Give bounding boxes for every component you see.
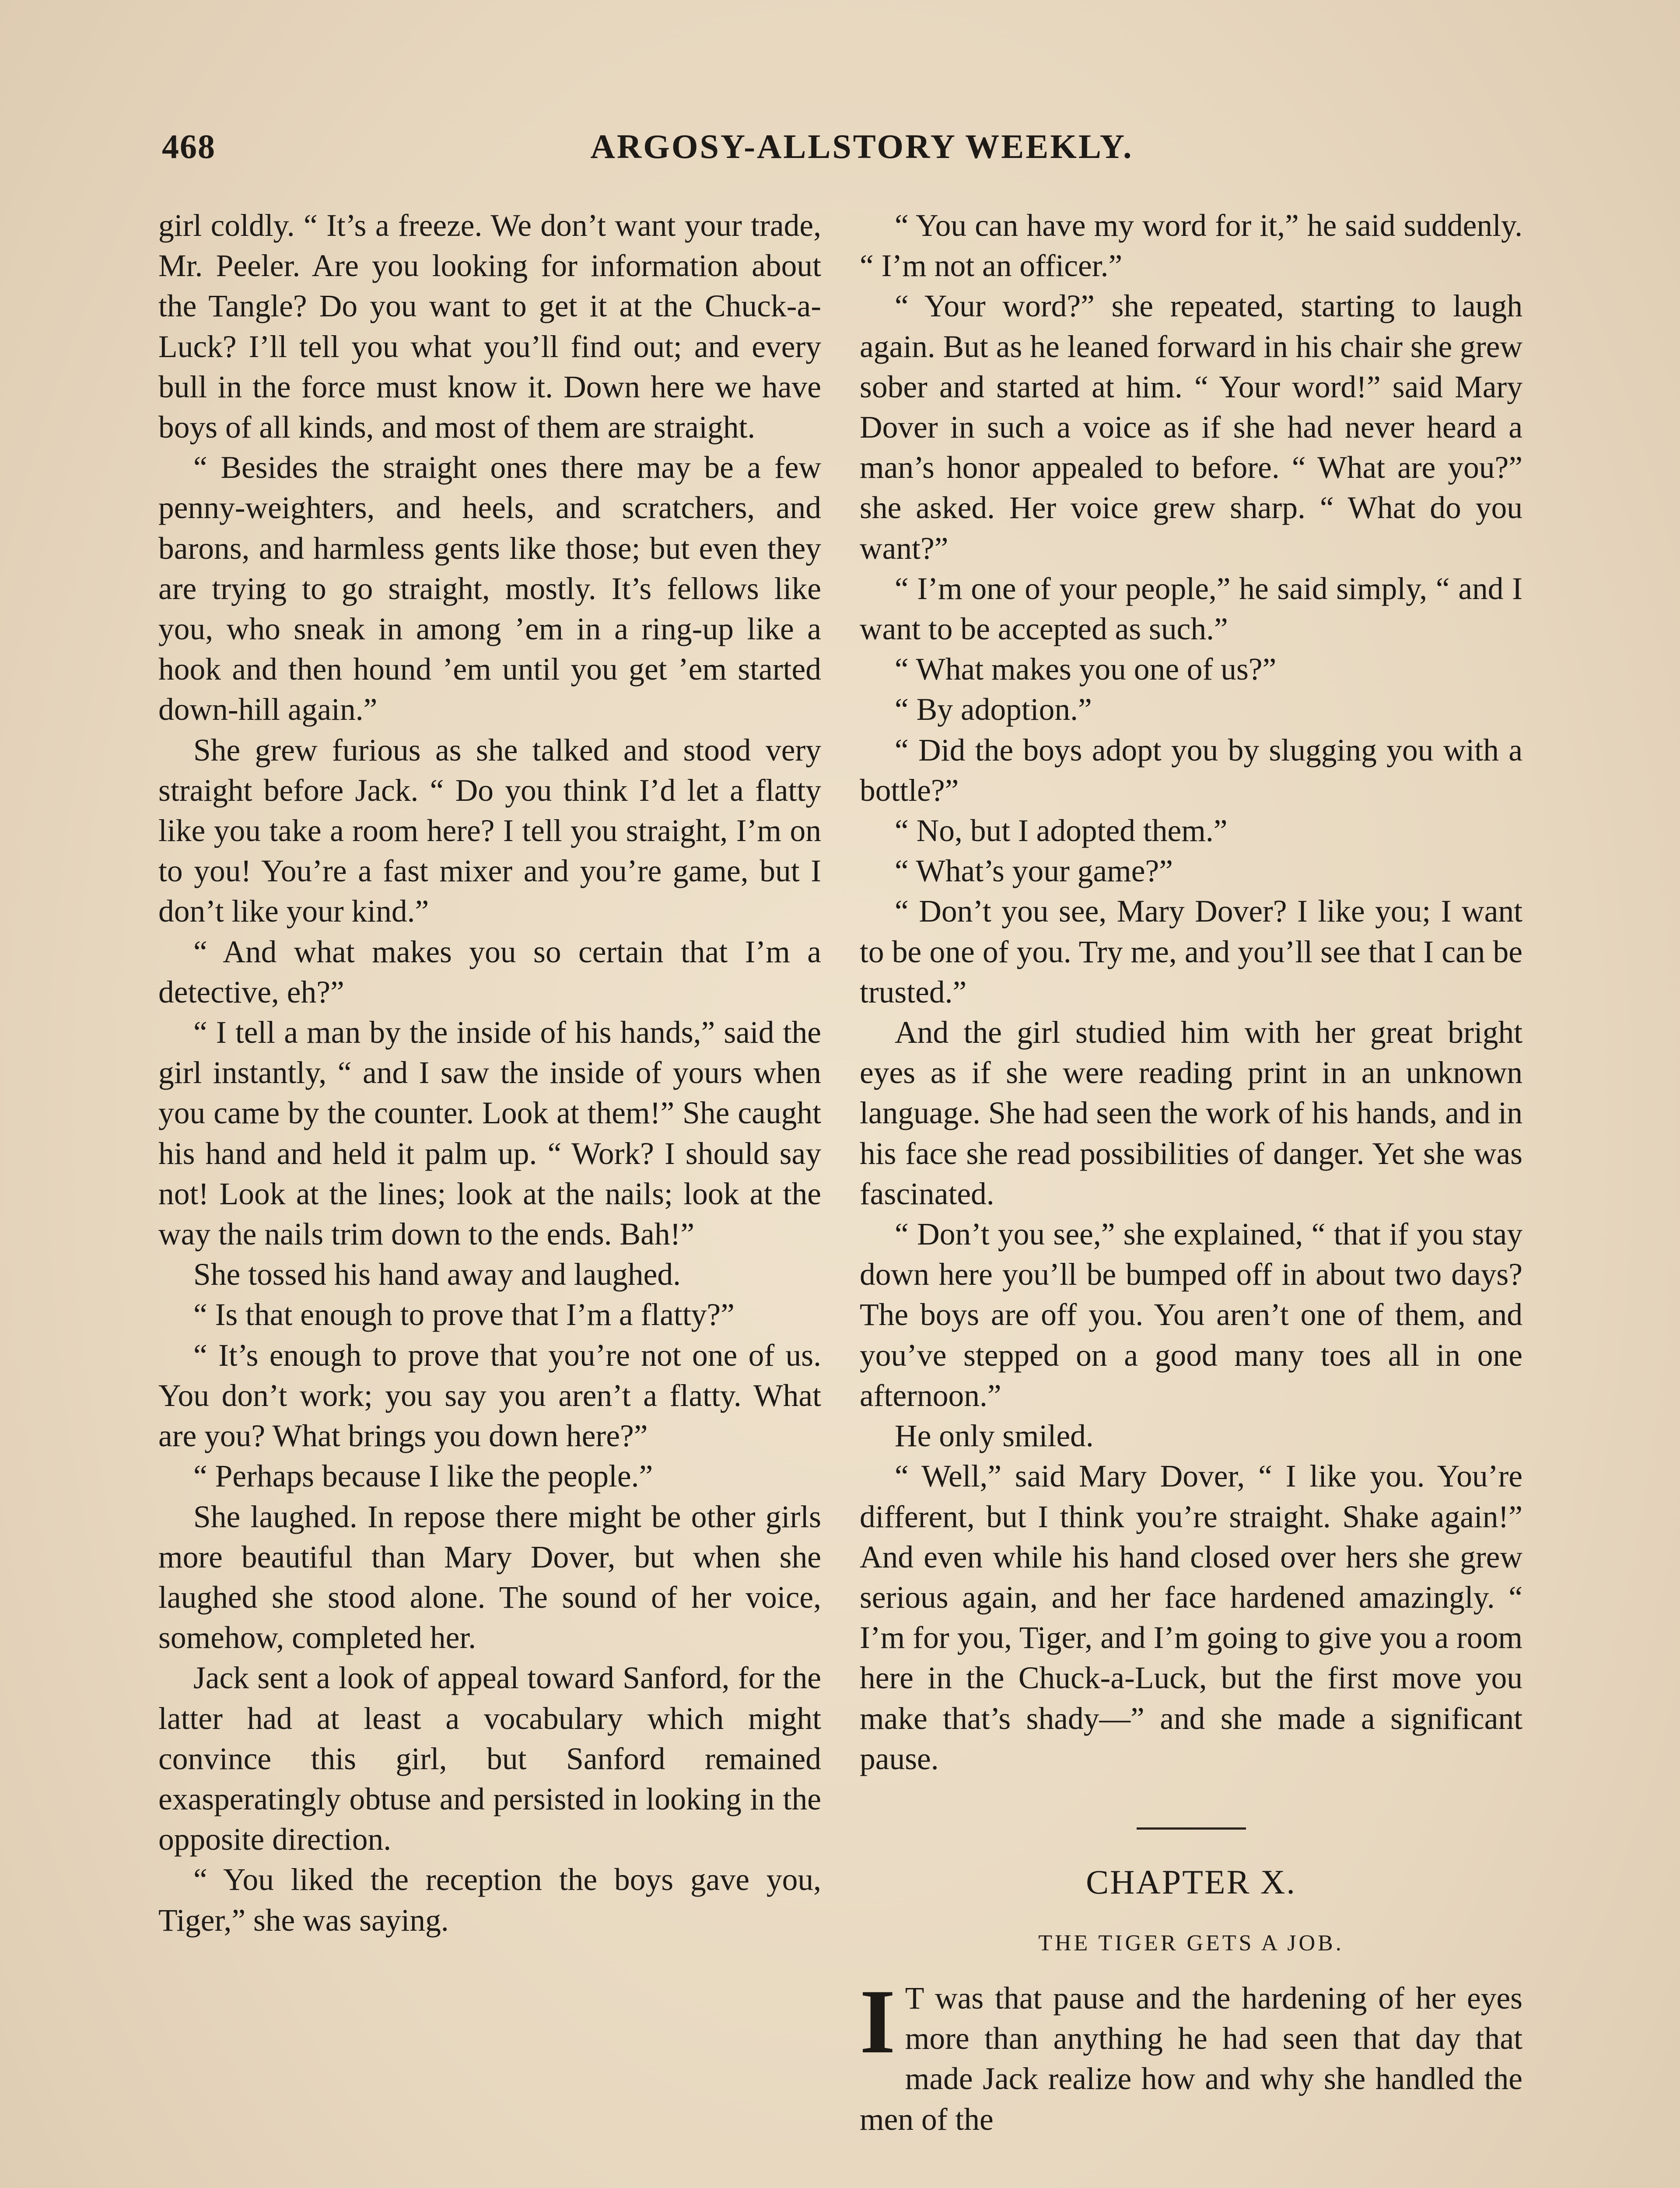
- paragraph: Jack sent a look of appeal toward Sanford, for the latter had at least a vocabulary which might convince this girl, but Sanford remained exasperatingly obtuse and persisted in looking in the opposite direction.: [158, 1661, 821, 1857]
- paragraph: “ What’s your game?”: [895, 854, 1173, 889]
- chapter-title: CHAPTER X.: [1086, 1862, 1296, 1901]
- drop-cap: I: [860, 1971, 896, 2072]
- page-number: 468: [162, 127, 216, 165]
- paragraph: “ You liked the reception the boys gave you, Tiger,” she was saying.: [158, 1862, 821, 1938]
- paragraph: “ No, but I adopted them.”: [895, 813, 1228, 849]
- page-header: [162, 127, 1562, 175]
- paragraph: “ Don’t you see,” she explained, “ that if you stay down here you’ll be bumped off in about two days? The boys are off you. You aren’t one of them, and you’ve stepped on a good many toes all in one afternoon.”: [860, 1217, 1522, 1413]
- paragraph: “ You can have my word for it,” he said suddenly. “ I’m not an officer.”: [860, 208, 1522, 284]
- paragraph: “ I’m one of your people,” he said simply, “ and I want to be accepted as such.”: [860, 571, 1522, 647]
- paragraph: And the girl studied him with her great bright eyes as if she were reading print in an unknown language. She had seen the work of his hands, and in his face she read possibilities of danger. Yet she was fascinated.: [860, 1015, 1522, 1211]
- chapter-subtitle: THE TIGER GETS A JOB.: [1038, 1930, 1344, 1956]
- chapter-opening-text: T was that pause and the hardening of her eyes more than anything he had seen that day that made Jack realize how and why she handled the men of the: [860, 1981, 1522, 2137]
- paragraph: He only smiled.: [895, 1419, 1094, 1454]
- paragraph: She grew furious as she talked and stood very straight before Jack. “ Do you think I’d let a flatty like you take a room here? I tell you straight, I’m on to you! You’re a fast mixer and you’re game, but I don’t like your kind.”: [158, 733, 821, 929]
- paragraph: She tossed his hand away and laughed.: [193, 1257, 681, 1292]
- paragraph: “ Don’t you see, Mary Dover? I like you; I want to be one of you. Try me, and you’ll see that I can be trusted.”: [860, 894, 1522, 1010]
- running-head: ARGOSY-ALLSTORY WEEKLY.: [590, 127, 1134, 165]
- left-column: [158, 206, 821, 1941]
- right-column: [860, 206, 1522, 2140]
- paragraph: girl coldly. “ It’s a freeze. We don’t want your trade, Mr. Peeler. Are you looking for information about the Tangle? Do you want to get it at the Chuck-a-Luck? I’ll tell you what you’ll find out; and every bull in the force must know it. Down here we have boys of all kinds, and most of them are straight.: [158, 208, 821, 445]
- paragraph: She laughed. In repose there might be other girls more beautiful than Mary Dover, but when she laughed she stood alone. The sound of her voice, somehow, completed her.: [158, 1499, 821, 1655]
- paragraph: “ I tell a man by the inside of his hands,” said the girl instantly, “ and I saw the inside of yours when you came by the counter. Look at them!” She caught his hand and held it palm up. “ Work? I should say not! Look at the lines; look at the nails; look at the way the nails trim down to the ends. Bah!”: [158, 1015, 821, 1252]
- paragraph: “ Is that enough to prove that I’m a flatty?”: [193, 1297, 735, 1332]
- paragraph: “ Did the boys adopt you by slugging you with a bottle?”: [860, 733, 1522, 808]
- paragraph: “ Your word?” she repeated, starting to laugh again. But as he leaned forward in his chair she grew sober and started at him. “ Your word!” said Mary Dover in such a voice as if she had never heard a man’s honor appealed to before. “ What are you?” she asked. Her voice grew sharp. “ What do you want?”: [860, 289, 1522, 566]
- paragraph: “ Well,” said Mary Dover, “ I like you. You’re different, but I think you’re straight. Shake again!” And even while his hand closed over hers she grew serious again, and her face hardened amazingly. “ I’m for you, Tiger, and I’m going to give you a room here in the Chuck-a-Luck, but the first move you make that’s shady—” and she made a significant pause.: [860, 1459, 1522, 1776]
- paragraph: “ And what makes you so certain that I’m a detective, eh?”: [158, 934, 821, 1010]
- paragraph: “ Perhaps because I like the people.”: [193, 1459, 653, 1494]
- chapter-divider: [1137, 1827, 1246, 1830]
- paragraph: “ What makes you one of us?”: [895, 652, 1277, 687]
- paragraph: “ It’s enough to prove that you’re not one of us. You don’t work; you say you aren’t a flatty. What are you? What brings you down here?”: [158, 1338, 821, 1454]
- paragraph: “ By adoption.”: [895, 692, 1092, 727]
- paragraph: “ Besides the straight ones there may be a few penny-weighters, and heels, and scratchers, and barons, and harmless gents like those; but even they are trying to go straight, mostly. It’s fellows like you, who sneak in among ’em in a ring-up like a hook and then hound ’em until you get ’em started down-hill again.”: [158, 450, 821, 727]
- chapter-opening-paragraph: [860, 1971, 1522, 2140]
